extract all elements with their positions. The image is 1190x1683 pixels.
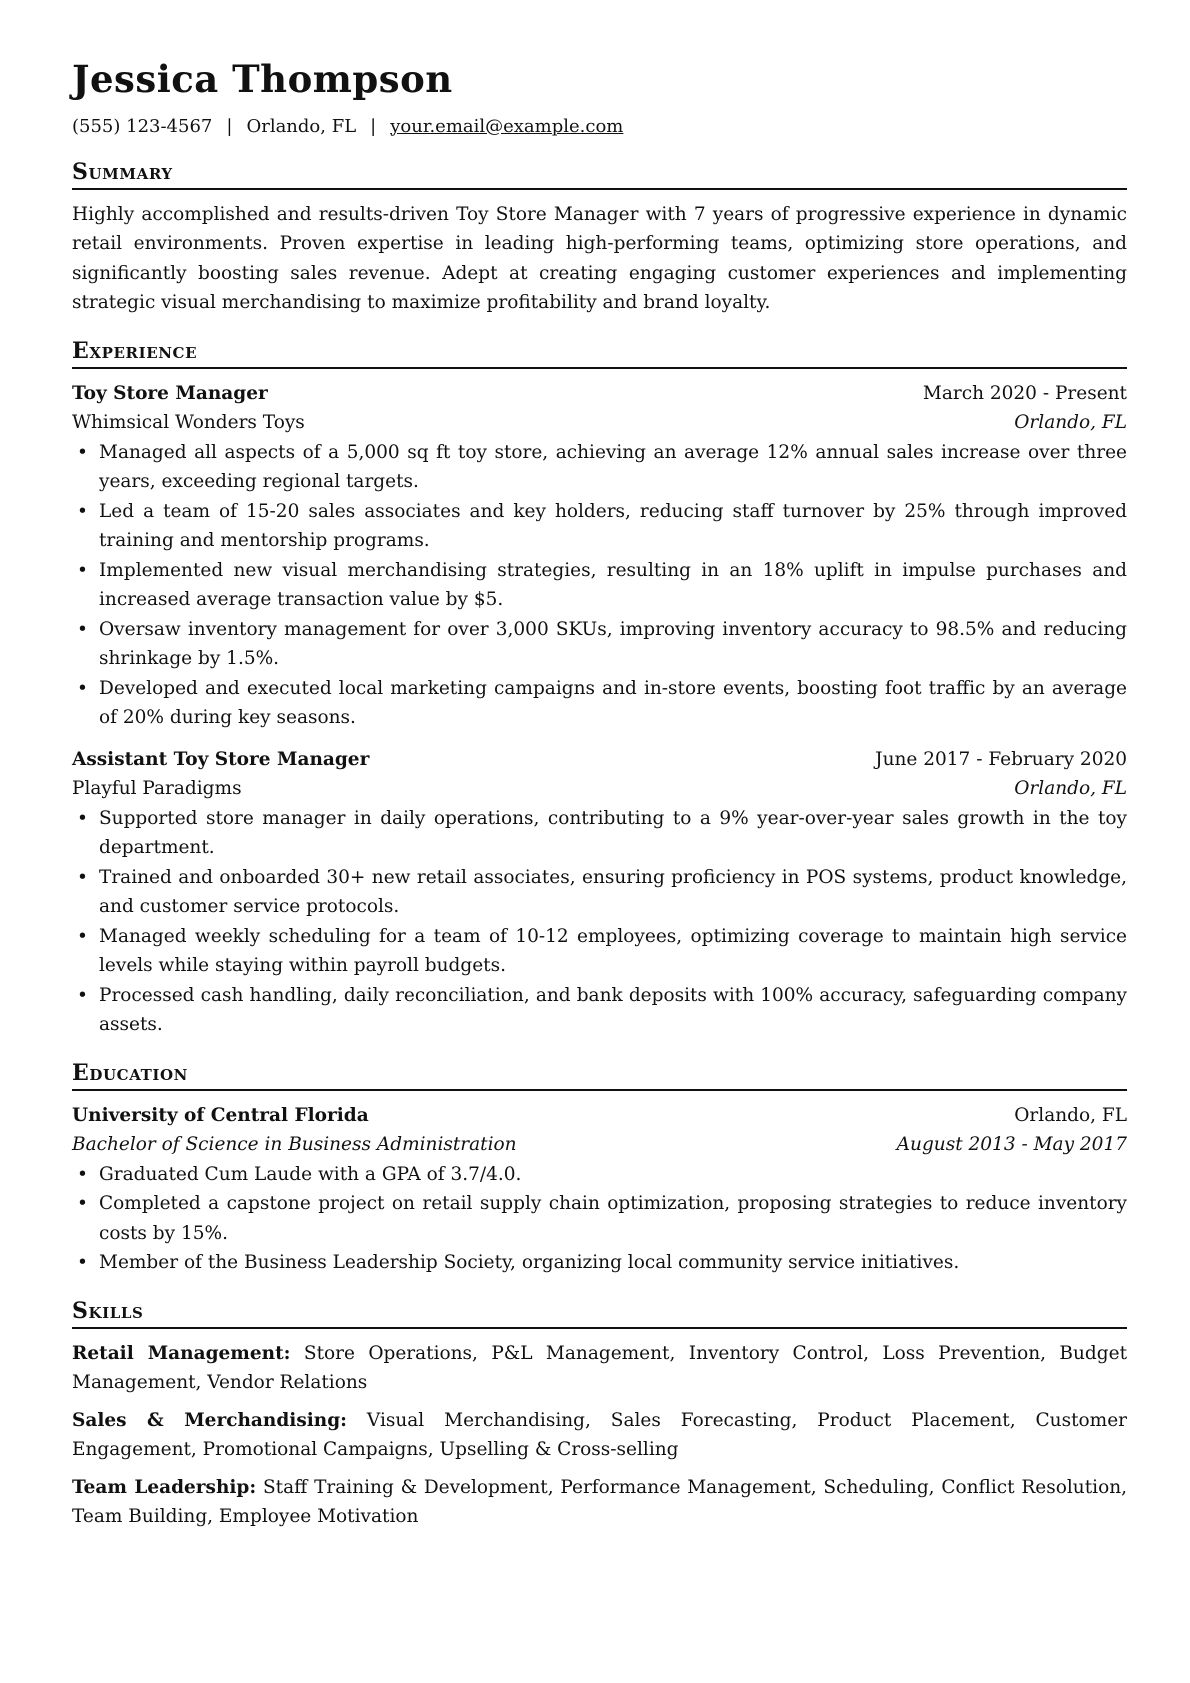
bullet-icon: •: [77, 441, 88, 463]
skills-heading: Skills: [72, 1298, 1127, 1329]
summary-heading: Summary: [72, 159, 1127, 190]
bullet-icon: •: [77, 807, 88, 829]
candidate-name: Jessica Thompson: [72, 57, 453, 101]
job-entry: [72, 379, 1127, 733]
job-dates: June 2017 - February 2020: [875, 748, 1127, 770]
bullet-icon: •: [77, 866, 88, 888]
contact-separator: |: [226, 115, 233, 137]
school-location: Orlando, FL: [1014, 1104, 1127, 1126]
bullet-icon: •: [77, 618, 88, 640]
degree-name: Bachelor of Science in Business Administration: [72, 1134, 517, 1156]
bullet-item: [72, 1160, 1127, 1190]
bullet-text: Implemented new visual merchandising strategies, resulting in an 18% uplift in impulse purchases and increased average transaction value by $5.: [99, 559, 1127, 611]
bullet-item: [72, 981, 1127, 1040]
job-location: Orlando, FL: [1014, 778, 1127, 800]
job-bullets: [72, 438, 1127, 733]
location-text: Orlando, FL: [246, 115, 357, 137]
skill-group: [72, 1406, 1127, 1465]
bullet-text: Developed and executed local marketing campaigns and in-store events, boosting foot traffic by an average of 20% during key seasons.: [99, 677, 1127, 729]
bullet-item: [72, 674, 1127, 733]
job-role: Toy Store Manager: [72, 382, 268, 404]
skill-group: [72, 1339, 1127, 1398]
bullet-item: [72, 556, 1127, 615]
bullet-icon: •: [77, 677, 88, 699]
resume-page: [72, 58, 1127, 1540]
job-company-row: [72, 774, 1127, 804]
bullet-text: Processed cash handling, daily reconciliation, and bank deposits with 100% accuracy, safeguarding company assets.: [99, 984, 1127, 1036]
bullet-item: [72, 615, 1127, 674]
bullet-text: Led a team of 15-20 sales associates and key holders, reducing staff turnover by 25% through improved training and mentorship programs.: [99, 500, 1127, 552]
bullet-text: Managed weekly scheduling for a team of 10-12 employees, optimizing coverage to maintain high service levels while staying within payroll budgets.: [99, 925, 1127, 977]
bullet-icon: •: [77, 1193, 88, 1215]
contact-line: [72, 115, 1127, 139]
job-title-row: [72, 379, 1127, 409]
job-role: Assistant Toy Store Manager: [72, 748, 370, 770]
job-dates: March 2020 - Present: [922, 382, 1127, 404]
bullet-icon: •: [77, 984, 88, 1006]
bullet-item: [72, 804, 1127, 863]
education-bullets: [72, 1160, 1127, 1278]
bullet-icon: •: [77, 559, 88, 581]
school-row: [72, 1101, 1127, 1131]
bullet-text: Trained and onboarded 30+ new retail associates, ensuring proficiency in POS systems, product knowledge, and customer service protocols.: [99, 866, 1127, 918]
education-section: [72, 1060, 1127, 1278]
job-bullets: [72, 804, 1127, 1040]
bullet-item: [72, 438, 1127, 497]
bullet-item: [72, 1248, 1127, 1278]
degree-row: [72, 1130, 1127, 1160]
job-location: Orlando, FL: [1014, 412, 1127, 434]
bullet-item: [72, 922, 1127, 981]
bullet-text: Supported store manager in daily operations, contributing to a 9% year-over-year sales growth in the toy department.: [99, 807, 1127, 859]
experience-section: [72, 338, 1127, 1040]
job-entry: [72, 745, 1127, 1040]
bullet-text: Managed all aspects of a 5,000 sq ft toy store, achieving an average 12% annual sales increase over three years, exceeding regional targets.: [99, 441, 1127, 493]
bullet-icon: •: [77, 1252, 88, 1274]
email-link[interactable]: your.email@example.com: [390, 115, 624, 137]
job-company-row: [72, 408, 1127, 438]
bullet-text: Oversaw inventory management for over 3,000 SKUs, improving inventory accuracy to 98.5% and reducing shrinkage by 1.5%.: [99, 618, 1127, 670]
skill-group-items: Staff Training & Development, Performance Management, Scheduling, Conflict Resolution, Team Building, Employee Motivation: [72, 1476, 1128, 1528]
summary-text: Highly accomplished and results-driven Toy Store Manager with 7 years of progressive experience in dynamic retail environments. Proven expertise in leading high-performing teams, optimizing store operations, and significantly boosting sales revenue. Adept at creating engaging customer experiences and implementing strategic visual merchandising to maximize profitability and brand loyalty.: [72, 203, 1127, 314]
bullet-item: [72, 1189, 1127, 1248]
phone-number: (555) 123-4567: [72, 115, 213, 137]
education-heading: Education: [72, 1060, 1127, 1091]
bullet-item: [72, 863, 1127, 922]
bullet-text: Graduated Cum Laude with a GPA of 3.7/4.0.: [99, 1163, 522, 1185]
school-name: University of Central Florida: [72, 1104, 369, 1126]
contact-separator: |: [370, 115, 377, 137]
bullet-text: Completed a capstone project on retail supply chain optimization, proposing strategies to reduce inventory costs by 15%.: [99, 1193, 1127, 1244]
skill-group: [72, 1473, 1127, 1532]
job-company: Playful Paradigms: [72, 778, 242, 800]
job-company: Whimsical Wonders Toys: [72, 412, 305, 434]
bullet-icon: •: [77, 1163, 88, 1185]
skill-group-label: Team Leadership:: [72, 1476, 257, 1498]
bullet-item: [72, 497, 1127, 556]
education-entry: [72, 1101, 1127, 1278]
skill-group-label: Retail Management:: [72, 1342, 291, 1364]
bullet-icon: •: [77, 925, 88, 947]
bullet-text: Member of the Business Leadership Society, organizing local community service initiatives.: [99, 1252, 960, 1274]
skill-group-items: Store Operations, P&L Management, Inventory Control, Loss Prevention, Budget Management, Vendor Relations: [72, 1342, 1127, 1394]
job-title-row: [72, 745, 1127, 775]
bullet-icon: •: [77, 500, 88, 522]
experience-heading: Experience: [72, 338, 1127, 369]
summary-section: [72, 159, 1127, 318]
education-dates: August 2013 - May 2017: [896, 1134, 1127, 1156]
skill-group-items: Visual Merchandising, Sales Forecasting, Product Placement, Customer Engagement, Promotional Campaigns, Upselling & Cross-selling: [72, 1409, 1128, 1461]
skill-group-label: Sales & Merchandising:: [72, 1409, 347, 1431]
skills-section: [72, 1298, 1127, 1532]
